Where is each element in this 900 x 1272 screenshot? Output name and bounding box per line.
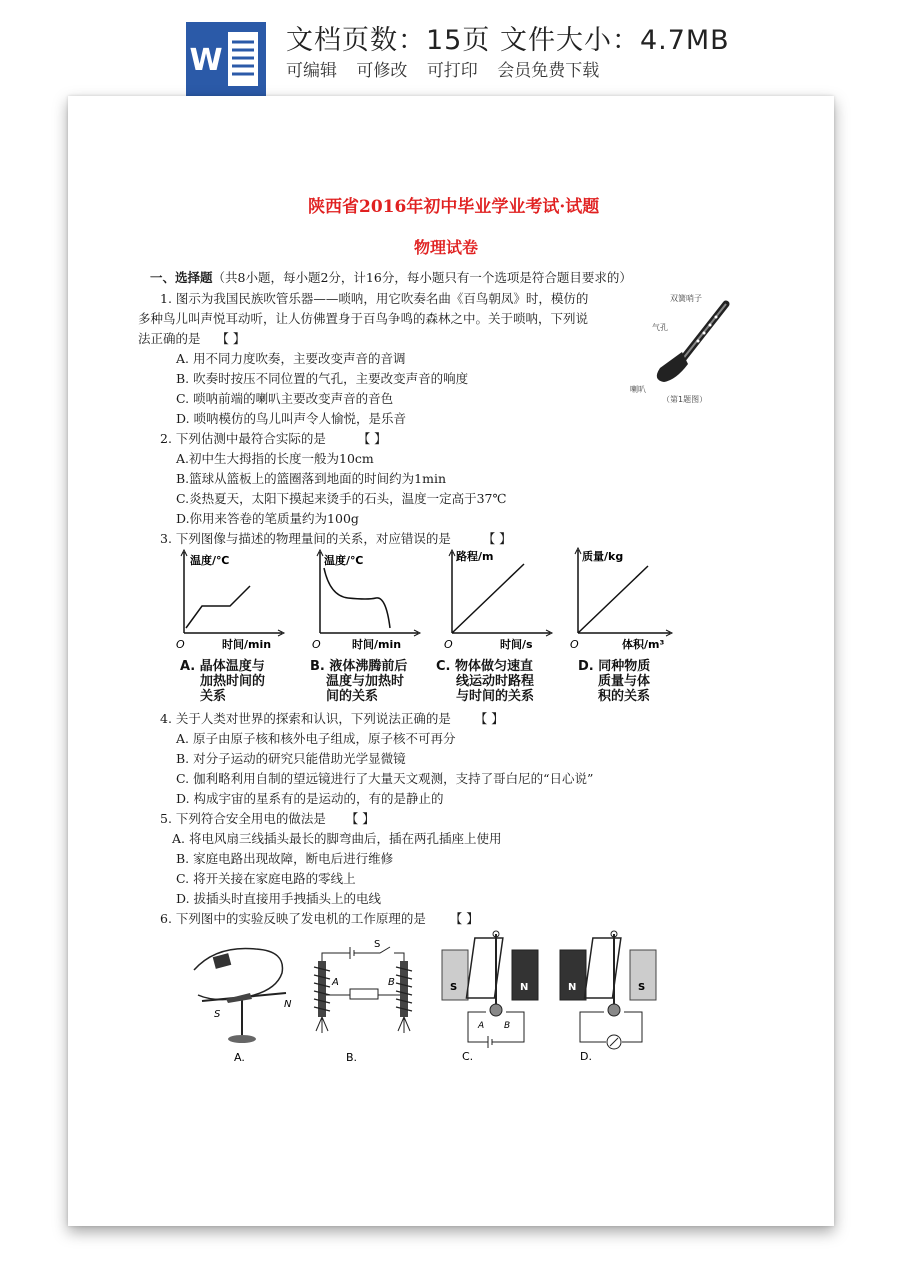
q6d-label-n: N [568, 982, 577, 993]
q6d-label-s: S [638, 982, 646, 993]
q5-answer-bracket: 【 】 [345, 811, 375, 826]
q1-option-b: B. 吹奏时按压不同位置的气孔，主要改变声音的响度 [176, 371, 469, 386]
graph-a-caption-line3: 关系 [200, 689, 227, 704]
graph-a [172, 548, 287, 653]
q6b-label-b: B [388, 977, 395, 988]
feature-printable: 可打印 [426, 61, 478, 81]
q6-figure-d [556, 930, 668, 1065]
graph-a-caption-line1: A. 晶体温度与 [180, 659, 265, 674]
graph-c [440, 548, 555, 653]
exam-title: 陕西省2016年初中毕业学业考试·试题 [308, 197, 600, 217]
q2-option-a: A.初中生大拇指的长度一般为10cm [176, 451, 374, 466]
q6c-label-a: A [478, 1021, 485, 1031]
q5-option-a: A. 将电风扇三线插头最长的脚弯曲后，插在两孔插座上使用 [172, 831, 502, 846]
q4-option-d: D. 构成宇宙的星系有的是运动的，有的是静止的 [176, 791, 444, 806]
graph-b-origin: O [312, 638, 321, 651]
q3-stem [160, 531, 512, 547]
q4-option-b: B. 对分子运动的研究只能借助光学显微镜 [176, 751, 406, 766]
suona-label-hole: 气孔 [652, 323, 668, 332]
suona-figure [630, 290, 740, 410]
q2-answer-bracket: 【 】 [357, 431, 387, 446]
graph-c-caption-line2: 线运动时路程 [456, 674, 535, 689]
graph-c-caption [436, 659, 534, 704]
graph-c-ylabel: 路程/m [456, 550, 494, 563]
q6d-caption: D. [580, 1050, 592, 1063]
q6-stem-text: 6. 下列图中的实验反映了发电机的工作原理的是 [160, 911, 426, 926]
q6-stem [160, 911, 479, 927]
q4-stem-text: 4. 关于人类对世界的探索和认识，下列说法正确的是 [160, 711, 451, 726]
q5-stem-text: 5. 下列符合安全用电的做法是 [160, 811, 326, 826]
suona-label-horn: 喇叭 [630, 385, 646, 394]
q5-option-b: B. 家庭电路出现故障，断电后进行维修 [176, 851, 394, 866]
q6c-label-s: S [450, 982, 458, 993]
graph-b-xlabel: 时间/min [352, 638, 402, 651]
q1-line3 [138, 331, 245, 347]
graph-d-caption-line3: 积的关系 [598, 689, 651, 704]
graph-c-caption-line3: 与时间的关系 [456, 689, 535, 704]
q1-line3-text: 法正确的是 [138, 331, 201, 346]
feature-member-download: 会员免费下载 [497, 61, 600, 81]
svg-text:W: W [189, 43, 223, 78]
graph-b-ylabel: 温度/℃ [324, 554, 364, 567]
graph-b-caption-line2: 温度与加热时 [326, 674, 405, 689]
graph-b-caption-line1: B. 液体沸腾前后 [310, 659, 408, 674]
q6b-caption: B. [346, 1051, 358, 1064]
graph-d-caption [578, 659, 650, 704]
suona-caption: （第1题图） [662, 395, 708, 404]
q3-answer-bracket: 【 】 [482, 531, 512, 546]
graph-d-ylabel: 质量/kg [582, 550, 624, 563]
q6c-label-b: B [504, 1021, 511, 1031]
graph-c-xlabel: 时间/s [500, 638, 533, 651]
q4-answer-bracket: 【 】 [474, 711, 504, 726]
graph-a-origin: O [176, 638, 185, 651]
q4-option-a: A. 原子由原子核和核外电子组成，原子核不可再分 [176, 731, 456, 746]
q4-option-c: C. 伽利略利用自制的望远镜进行了大量天文观测，支持了哥白尼的“日心说” [176, 771, 594, 786]
q2-option-b: B.篮球从篮板上的篮圈落到地面的时间约为1min [176, 471, 447, 486]
q5-option-c: C. 将开关接在家庭电路的零线上 [176, 871, 356, 886]
q2-stem [160, 431, 387, 447]
q6a-label-s: S [214, 1009, 221, 1020]
graph-c-caption-line1: C. 物体做匀速直 [436, 659, 534, 674]
q6-figure-c [438, 930, 550, 1065]
q6a-caption: A. [234, 1051, 245, 1064]
q1-option-d: D. 唢呐模仿的鸟儿叫声令人愉悦，是乐音 [176, 411, 407, 426]
q6c-caption: C. [462, 1050, 474, 1063]
graph-b [308, 548, 423, 653]
q3-stem-text: 3. 下列图像与描述的物理量间的关系，对应错误的是 [160, 531, 451, 546]
q4-stem [160, 711, 504, 727]
graph-c-origin: O [444, 638, 453, 651]
graph-a-ylabel: 温度/℃ [190, 554, 230, 567]
q6-answer-bracket: 【 】 [449, 911, 479, 926]
graph-d [566, 546, 681, 653]
q6-figure-a [186, 935, 306, 1065]
graph-a-caption [180, 659, 265, 704]
suona-label-reed: 双簧哨子 [670, 294, 702, 303]
graph-a-xlabel: 时间/min [222, 638, 272, 651]
q6b-label-a: A [332, 977, 339, 988]
graph-d-caption-line1: D. 同种物质 [578, 659, 651, 674]
graph-d-xlabel: 体积/m³ [622, 638, 665, 651]
feature-modifiable: 可修改 [356, 61, 408, 81]
section-heading [150, 270, 632, 286]
graph-b-caption [310, 659, 407, 704]
graph-d-origin: O [570, 638, 579, 651]
feature-editable: 可编辑 [286, 61, 337, 81]
graph-d-caption-line2: 质量与体 [598, 674, 651, 689]
q1-answer-bracket: 【 】 [216, 331, 246, 346]
document-info-title: 文档页数：15页 文件大小：4.7MB [286, 25, 730, 56]
q2-stem-text: 2. 下列估测中最符合实际的是 [160, 431, 326, 446]
q2-option-c: C.炎热夏天，太阳下摸起来烫手的石头，温度一定高于37℃ [176, 491, 507, 506]
q6c-label-n: N [520, 982, 529, 993]
section-note: （共8小题，每小题2分，计16分，每小题只有一个选项是符合题目要求的） [212, 270, 632, 285]
q2-option-d: D.你用来答卷的笔质量约为100g [176, 511, 359, 526]
q6b-label-s: S [374, 939, 381, 950]
section-label: 一、选择题 [150, 270, 213, 285]
q5-stem [160, 811, 375, 827]
exam-subtitle: 物理试卷 [414, 238, 479, 257]
q1-line1: 1. 图示为我国民族吹管乐器——唢呐，用它吹奏名曲《百鸟朝凤》时，模仿的 [160, 291, 589, 306]
q6a-label-n: N [284, 999, 292, 1010]
q1-option-c: C. 唢呐前端的喇叭主要改变声音的音色 [176, 391, 394, 406]
q1-option-a: A. 用不同力度吹奏，主要改变声音的音调 [176, 351, 406, 366]
graph-b-caption-line3: 间的关系 [326, 689, 379, 704]
q6-figure-b [310, 935, 430, 1065]
q1-line2: 多种鸟儿叫声悦耳动听，让人仿佛置身于百鸟争鸣的森林之中。关于唢呐，下列说 [138, 311, 589, 326]
q5-option-d: D. 拔插头时直接用手拽插头上的电线 [176, 891, 382, 906]
graph-a-caption-line2: 加热时间的 [200, 674, 266, 689]
